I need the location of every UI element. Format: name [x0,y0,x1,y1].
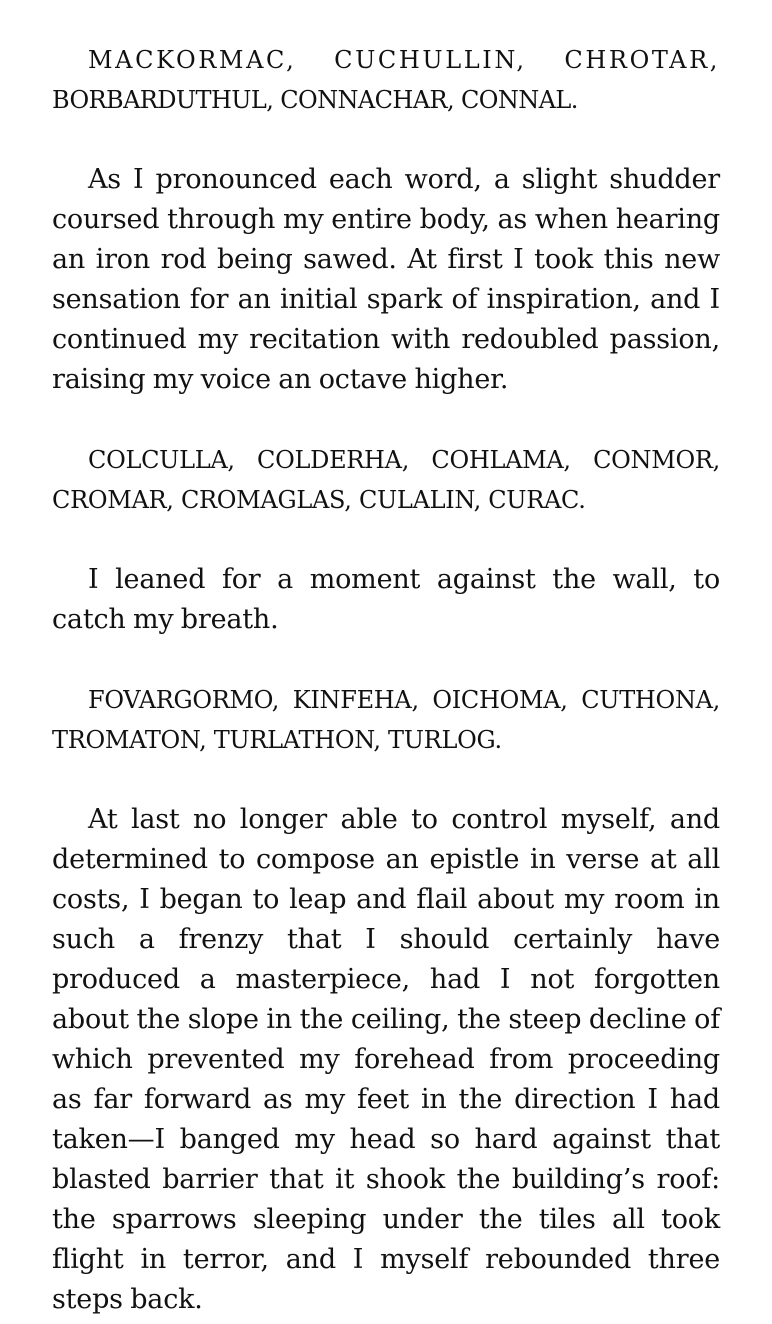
paragraph-recitation: As I pronounced each word, a slight shudder coursed through my entire body, as when hearing an iron rod being sawed. At first I took this new sensation for an initial spark of inspiration, and I continued my recitation with redoubled passion, raising my voice an octave higher. [52,164,720,395]
name-list-second: COLCULLA, COLDERHA, COHLAMA, CONMOR, CROMAR, CROMAGLAS, CULALIN, CURAC. [52,446,720,514]
paragraph-frenzy: At last no longer able to control myself, and determined to compose an epistle in verse at all costs, I began to leap and flail about my room in such a frenzy that I should certainly have produced a masterpiece, had I not forgotten about the slope in the ceiling, the steep decline of which prevented my forehead from proceeding as far forward as my feet in the direction I had taken—I banged my head so hard against that blasted barrier that it shook the building’s roof: the sparrows sleeping under the tiles all took flight in terror, and I myself rebounded three steps back. [52,804,720,1315]
name-list-first [52,40,720,120]
page-text [52,40,720,1320]
name-list-line: MACKORMAC, CUCHULLIN, CHROTAR, [88,46,720,74]
name-list-line: BORBARDUTHUL, CONNACHAR, CONNAL. [52,86,578,114]
paragraph-catch-breath: I leaned for a moment against the wall, to catch my breath. [52,564,720,635]
name-list-third: FOVARGORMO, KINFEHA, OICHOMA, CUTHONA, TROMATON, TURLATHON, TURLOG. [52,686,720,754]
